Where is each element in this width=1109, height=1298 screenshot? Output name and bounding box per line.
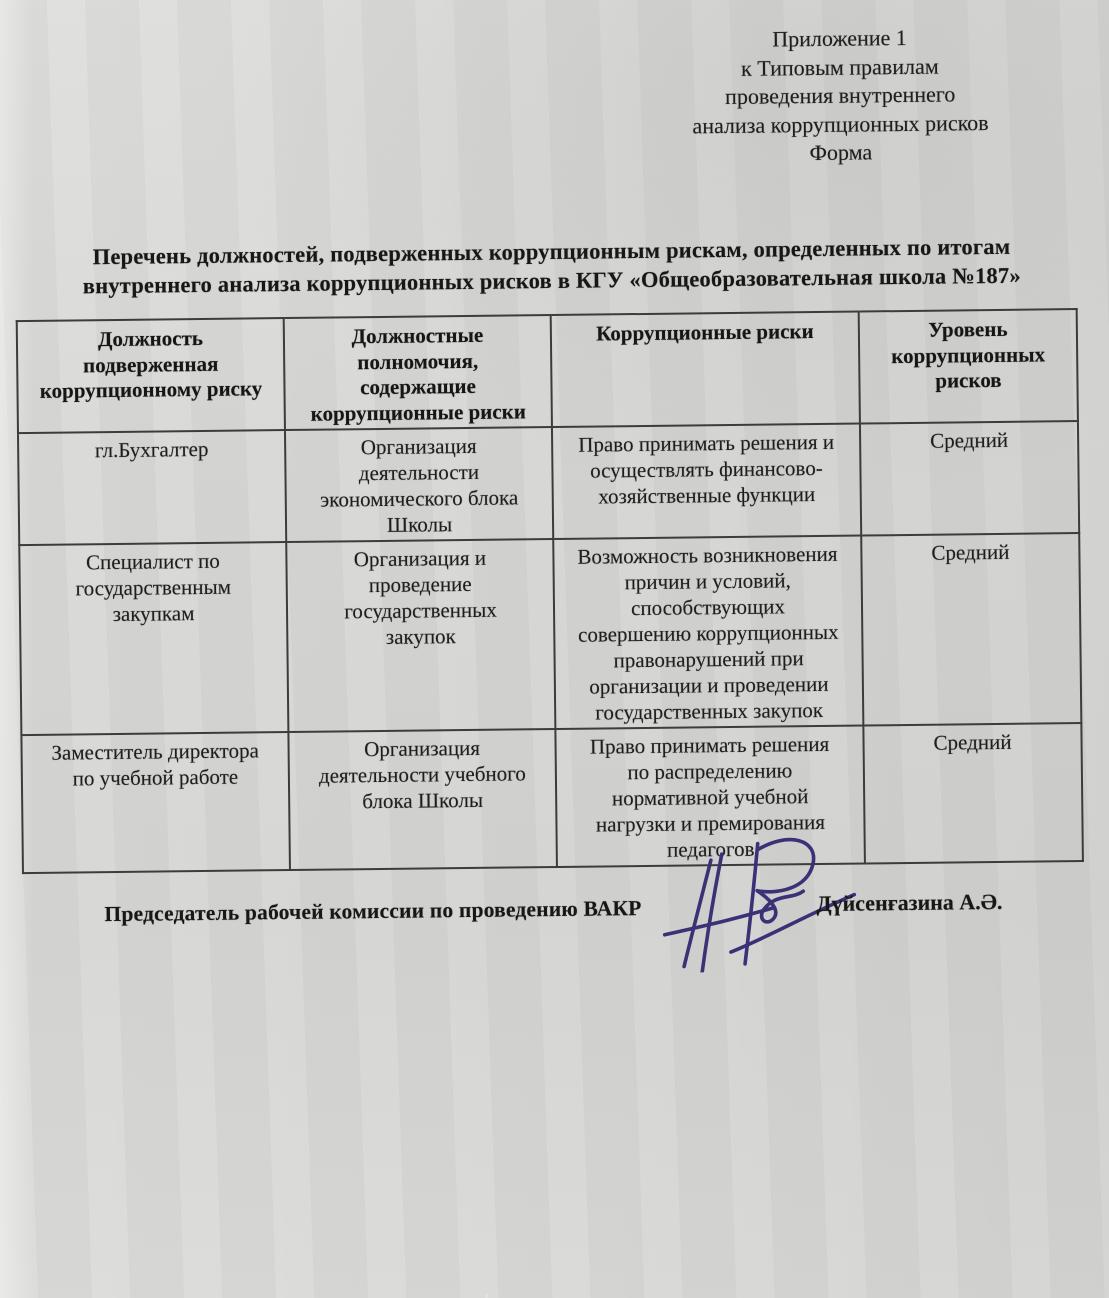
corruption-risks-table: [16, 308, 1084, 874]
appendix-header: Приложение 1 к Типовым правилам проведения внутреннего анализа коррупционных рисков Форма: [692, 24, 989, 166]
powers-cell: Организация деятельности учебного блока Школы: [288, 729, 557, 870]
header-powers: Должностные полномочия, содержащие коррупционные риски: [284, 315, 552, 430]
table-row: [18, 421, 1079, 545]
position-cell: гл.Бухгалтер: [18, 430, 286, 545]
table-header-row: [17, 309, 1078, 433]
table-row: [21, 723, 1082, 873]
risks-cell: Право принимать решения и осуществлять финансово- хозяйственные функции: [552, 424, 861, 539]
powers-cell: Организация и проведение государственных закупок: [286, 539, 555, 732]
header-level: Уровень коррупционных рисков: [859, 309, 1078, 423]
risks-cell: Право принимать решения по распределению нормативной учебной нагрузки и премирования педагогов: [555, 726, 865, 867]
signature-label: Председатель рабочей комиссии по проведению ВАКР: [104, 896, 642, 927]
level-cell: Средний: [860, 421, 1079, 535]
document-title: Перечень должностей, подверженных коррупционным рискам, определенных по итогам внутреннего анализа коррупционных рисков в КГУ «Общеобразовательная школа №187»: [82, 233, 1021, 299]
header-position: Должность подверженная коррупционному риску: [17, 318, 285, 433]
table-row: [19, 533, 1081, 735]
header-risks: Коррупционные риски: [551, 312, 860, 427]
position-cell: Специалист по государственным закупкам: [19, 542, 288, 735]
level-cell: Средний: [863, 723, 1083, 863]
level-cell: Средний: [861, 533, 1081, 725]
risks-cell: Возможность возникновения причин и условий, способствующих совершению коррупционных правонарушений при организации и проведении государственных закупок: [553, 536, 863, 729]
position-cell: Заместитель директора по учебной работе: [21, 732, 290, 873]
signature-name: Дүйсенғазина А.Ә.: [816, 888, 1003, 917]
powers-cell: Организация деятельности экономического блока Школы: [285, 427, 553, 542]
